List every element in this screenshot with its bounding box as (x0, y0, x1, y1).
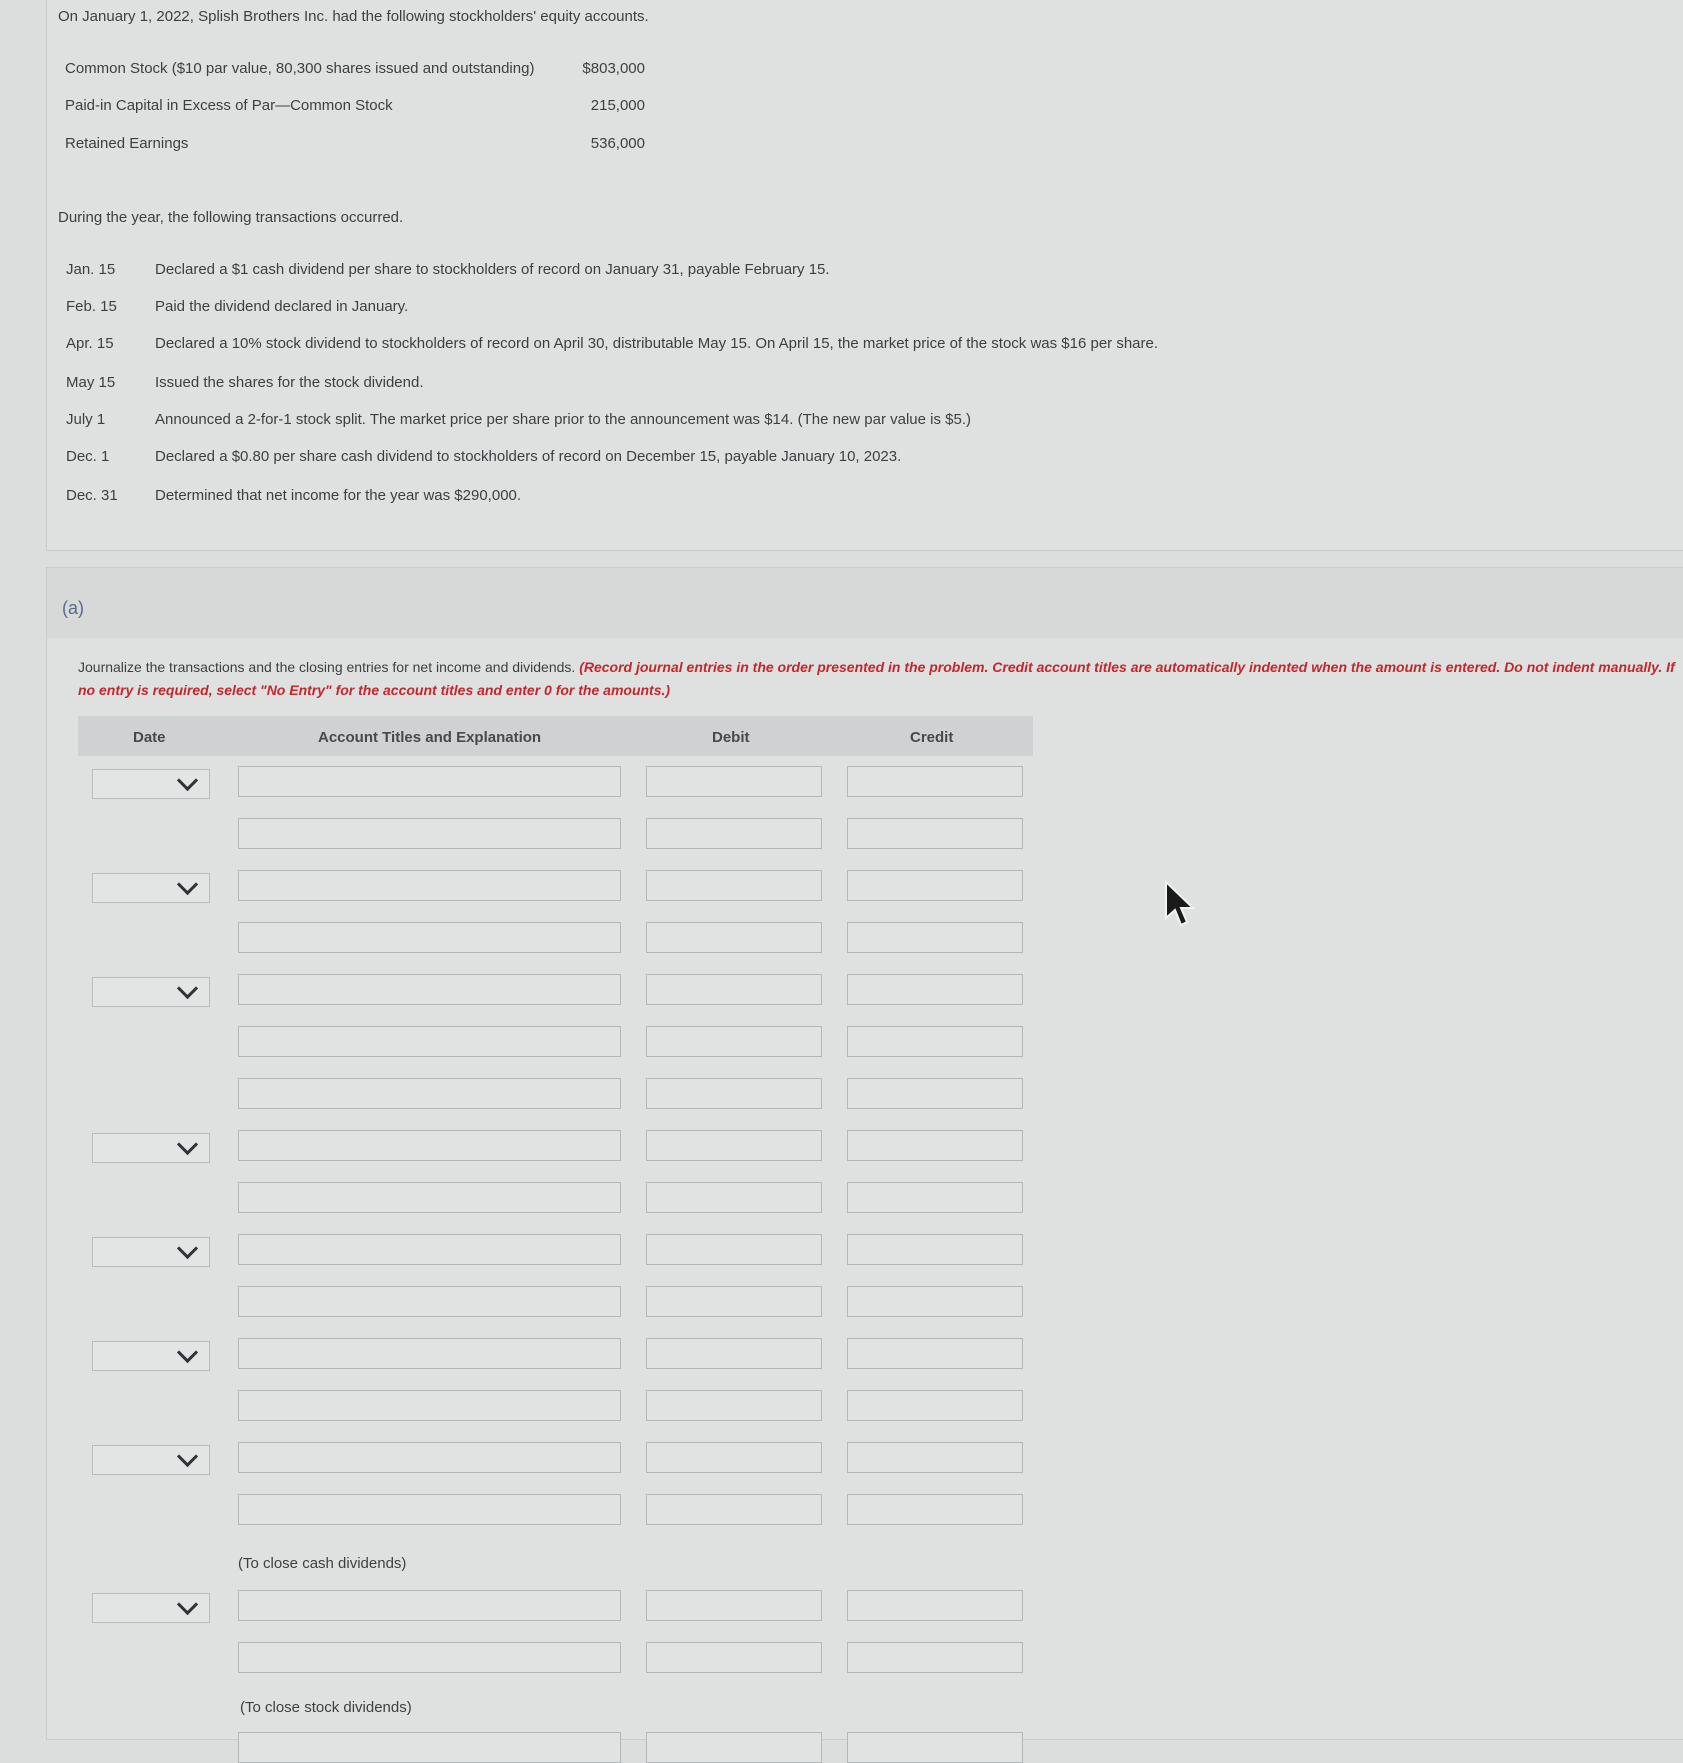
column-header-debit: Debit (712, 729, 750, 746)
column-header-credit: Credit (910, 729, 954, 746)
account-title-input[interactable] (238, 1026, 621, 1057)
transaction-description: Declared a $1 cash dividend per share to stockholders of record on January 31, payable February 15. (155, 261, 830, 278)
account-title-input[interactable] (238, 1078, 621, 1109)
date-select[interactable] (92, 1237, 210, 1267)
account-title-input[interactable] (238, 1338, 621, 1369)
credit-input[interactable] (847, 1494, 1023, 1525)
debit-input[interactable] (646, 1130, 822, 1161)
credit-input[interactable] (847, 974, 1023, 1005)
column-header-date: Date (133, 729, 166, 746)
account-title-input[interactable] (238, 1642, 621, 1673)
mouse-pointer-icon (1163, 880, 1197, 930)
account-title-input[interactable] (238, 1182, 621, 1213)
account-title-input[interactable] (238, 1590, 621, 1621)
transaction-description: Issued the shares for the stock dividend. (155, 374, 424, 391)
transaction-date: May 15 (66, 374, 116, 391)
transaction-description: Declared a $0.80 per share cash dividend to stockholders of record on December 15, payable January 10, 2023. (155, 448, 902, 465)
date-select[interactable] (92, 769, 210, 799)
debit-input[interactable] (646, 1234, 822, 1265)
journal-table-header (78, 716, 1033, 756)
account-title-input[interactable] (238, 870, 621, 901)
equity-label-common-stock: Common Stock ($10 par value, 80,300 shares issued and outstanding) (65, 60, 535, 77)
transactions-intro: During the year, the following transactions occurred. (58, 209, 404, 226)
account-title-input[interactable] (238, 818, 621, 849)
credit-input[interactable] (847, 1338, 1023, 1369)
debit-input[interactable] (646, 974, 822, 1005)
part-a-header (47, 568, 1683, 638)
chevron-down-icon (177, 1342, 198, 1363)
equity-label-paid-in-capital: Paid-in Capital in Excess of Par—Common Stock (65, 97, 393, 114)
credit-input[interactable] (847, 1078, 1023, 1109)
account-title-input[interactable] (238, 766, 621, 797)
date-select[interactable] (92, 1133, 210, 1163)
credit-input[interactable] (847, 1590, 1023, 1621)
transaction-date: Apr. 15 (66, 335, 114, 352)
debit-input[interactable] (646, 1494, 822, 1525)
date-select[interactable] (92, 873, 210, 903)
debit-input[interactable] (646, 922, 822, 953)
debit-input[interactable] (646, 766, 822, 797)
transaction-date: Feb. 15 (66, 298, 117, 315)
transaction-date: Dec. 31 (66, 487, 118, 504)
account-title-input[interactable] (238, 974, 621, 1005)
transaction-date: Jan. 15 (66, 261, 116, 278)
chevron-down-icon (177, 1446, 198, 1467)
date-select[interactable] (92, 1593, 210, 1623)
credit-input[interactable] (847, 1442, 1023, 1473)
credit-input[interactable] (847, 870, 1023, 901)
debit-input[interactable] (646, 1286, 822, 1317)
date-select[interactable] (92, 977, 210, 1007)
account-title-input[interactable] (238, 1732, 621, 1763)
credit-input[interactable] (847, 1286, 1023, 1317)
transaction-description: Determined that net income for the year was $290,000. (155, 487, 522, 504)
debit-input[interactable] (646, 818, 822, 849)
debit-input[interactable] (646, 1642, 822, 1673)
problem-intro: On January 1, 2022, Splish Brothers Inc. had the following stockholders' equity accounts. (58, 8, 649, 25)
transaction-description: Announced a 2-for-1 stock split. The market price per share prior to the announcement was $14. (The new par value is $5.) (155, 411, 971, 428)
credit-input[interactable] (847, 818, 1023, 849)
debit-input[interactable] (646, 1390, 822, 1421)
chevron-down-icon (177, 770, 198, 791)
debit-input[interactable] (646, 1442, 822, 1473)
column-header-account: Account Titles and Explanation (318, 729, 542, 746)
date-select[interactable] (92, 1341, 210, 1371)
credit-input[interactable] (847, 1234, 1023, 1265)
credit-input[interactable] (847, 1732, 1023, 1763)
chevron-down-icon (177, 1134, 198, 1155)
chevron-down-icon (177, 1594, 198, 1615)
debit-input[interactable] (646, 1338, 822, 1369)
instructions (78, 656, 1678, 702)
account-title-input[interactable] (238, 1286, 621, 1317)
account-title-input[interactable] (238, 1390, 621, 1421)
date-select[interactable] (92, 1445, 210, 1475)
credit-input[interactable] (847, 1390, 1023, 1421)
transaction-description: Declared a 10% stock dividend to stockholders of record on April 30, distributable May 15. On April 15, the market price of the stock was $16 per share. (155, 335, 1159, 352)
credit-input[interactable] (847, 1130, 1023, 1161)
debit-input[interactable] (646, 1026, 822, 1057)
chevron-down-icon (177, 1238, 198, 1259)
account-title-input[interactable] (238, 922, 621, 953)
credit-input[interactable] (847, 922, 1023, 953)
instruction-text: Journalize the transactions and the closing entries for net income and dividends. (78, 659, 580, 675)
debit-input[interactable] (646, 1078, 822, 1109)
credit-input[interactable] (847, 1182, 1023, 1213)
transaction-date: Dec. 1 (66, 448, 110, 465)
account-title-input[interactable] (238, 1442, 621, 1473)
equity-value-paid-in-capital: 215,000 (590, 97, 645, 114)
credit-input[interactable] (847, 1026, 1023, 1057)
credit-input[interactable] (847, 1642, 1023, 1673)
debit-input[interactable] (646, 1732, 822, 1763)
debit-input[interactable] (646, 870, 822, 901)
close-cash-dividends-note: (To close cash dividends) (238, 1555, 407, 1572)
close-stock-dividends-note: (To close stock dividends) (240, 1699, 412, 1716)
equity-value-common-stock: $803,000 (582, 60, 645, 77)
chevron-down-icon (177, 978, 198, 999)
transaction-date: July 1 (66, 411, 106, 428)
equity-value-retained-earnings: 536,000 (590, 135, 645, 152)
transaction-description: Paid the dividend declared in January. (155, 298, 409, 315)
account-title-input[interactable] (238, 1130, 621, 1161)
part-label: (a) (62, 598, 84, 618)
debit-input[interactable] (646, 1182, 822, 1213)
chevron-down-icon (177, 874, 198, 895)
credit-input[interactable] (847, 766, 1023, 797)
instruction-note: (Record journal entries in the order presented in the problem. Credit account titles are automatically indented when the amount is entered. Do not indent manually. If no entry is required, select "No Entry" for the account titles and enter 0 for the amounts.) (78, 659, 1675, 698)
account-title-input[interactable] (238, 1234, 621, 1265)
equity-label-retained-earnings: Retained Earnings (65, 135, 189, 152)
account-title-input[interactable] (238, 1494, 621, 1525)
debit-input[interactable] (646, 1590, 822, 1621)
